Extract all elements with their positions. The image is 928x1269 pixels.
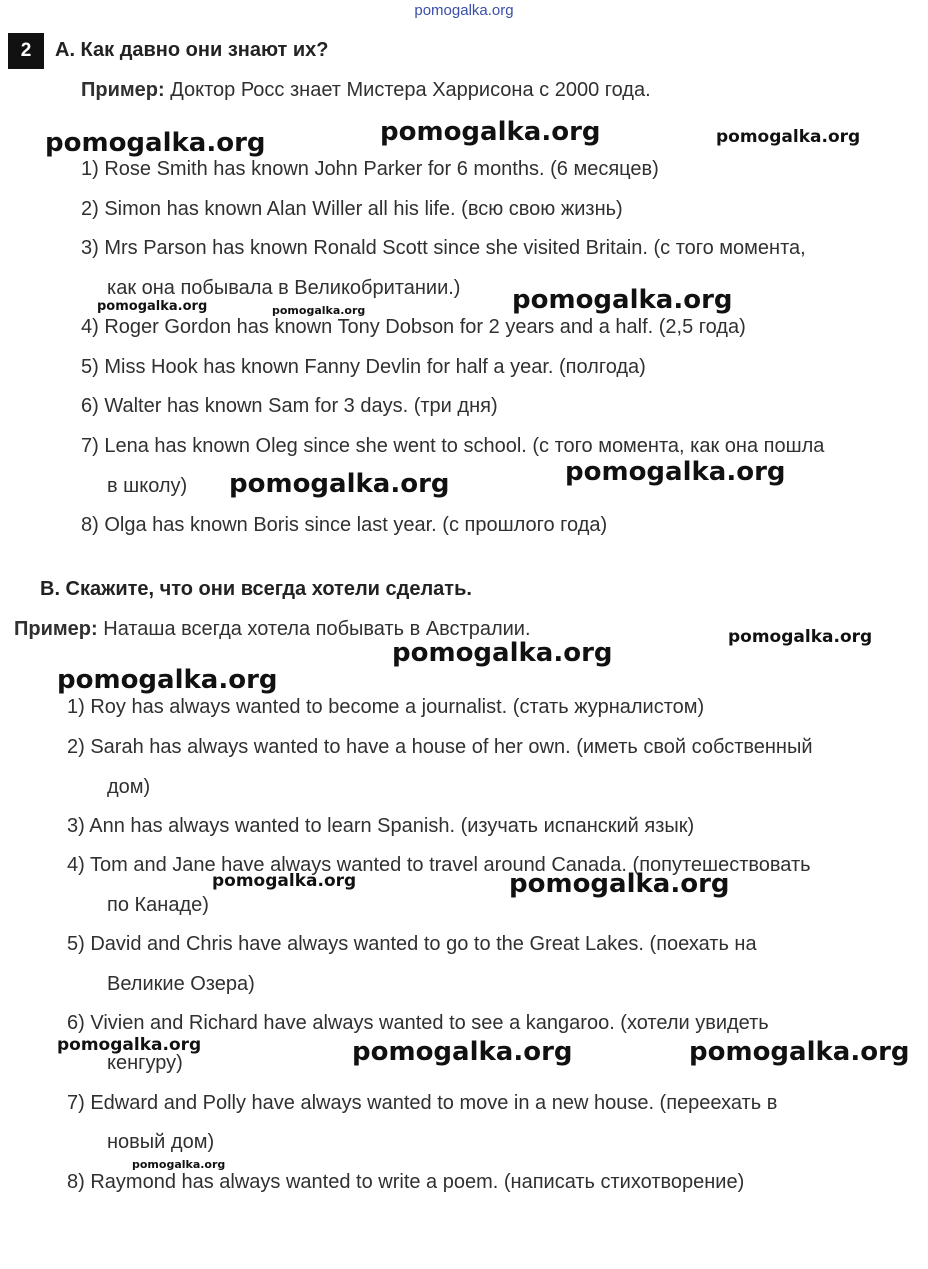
section-b-item-4: 4) Tom and Jane have always wanted to travel around Canada. (попутешествовать bbox=[67, 854, 811, 876]
watermark: pomogalka.org bbox=[380, 117, 601, 147]
watermark: pomogalka.org bbox=[57, 1035, 202, 1055]
section-b-item-7: 7) Edward and Polly have always wanted to move in a new house. (переехать в bbox=[67, 1092, 778, 1114]
section-b-item-4-cont: по Канаде) bbox=[107, 894, 209, 916]
exercise-number-badge: 2 bbox=[8, 33, 44, 69]
section-a-item-3: 3) Mrs Parson has known Ronald Scott since she visited Britain. (с того момента, bbox=[81, 237, 806, 259]
section-a-item-7-cont: в школу) bbox=[107, 475, 188, 497]
section-a-item-2: 2) Simon has known Alan Willer all his life. (всю свою жизнь) bbox=[81, 198, 623, 220]
section-b-item-2: 2) Sarah has always wanted to have a house of her own. (иметь свой собственный bbox=[67, 736, 813, 758]
section-b-item-6-cont: кенгуру) bbox=[107, 1052, 183, 1074]
example-label: Пример: bbox=[14, 618, 98, 640]
section-b-item-2-cont: дом) bbox=[107, 776, 151, 798]
section-b-item-6: 6) Vivien and Richard have always wanted to see a kangaroo. (хотели увидеть bbox=[67, 1012, 769, 1034]
watermark: pomogalka.org bbox=[57, 665, 278, 695]
section-a-item-3-cont: как она побывала в Великобритании.) bbox=[107, 277, 461, 299]
section-a-item-6: 6) Walter has known Sam for 3 days. (три дня) bbox=[81, 395, 498, 417]
section-b-heading: B. Скажите, что они всегда хотели сделать. bbox=[40, 578, 472, 600]
watermark: pomogalka.org bbox=[352, 1037, 573, 1067]
watermark: pomogalka.org bbox=[272, 304, 366, 317]
example-text: Наташа всегда хотела побывать в Австралии. bbox=[97, 618, 531, 640]
section-b-item-1: 1) Roy has always wanted to become a journalist. (стать журналистом) bbox=[67, 696, 705, 718]
section-a-item-1: 1) Rose Smith has known John Parker for 6 months. (6 месяцев) bbox=[81, 158, 659, 180]
section-b-item-8: 8) Raymond has always wanted to write a poem. (написать стихотворение) bbox=[67, 1171, 745, 1193]
example-text: Доктор Росс знает Мистера Харрисона с 2000 года. bbox=[164, 79, 651, 101]
watermark: pomogalka.org bbox=[132, 1158, 226, 1171]
section-b-item-5: 5) David and Chris have always wanted to go to the Great Lakes. (поехать на bbox=[67, 933, 757, 955]
section-a-item-8: 8) Olga has known Boris since last year. (с прошлого года) bbox=[81, 514, 608, 536]
watermark: pomogalka.org bbox=[229, 469, 450, 499]
watermark: pomogalka.org bbox=[97, 299, 208, 314]
watermark: pomogalka.org bbox=[716, 127, 861, 147]
top-watermark: pomogalka.org bbox=[414, 2, 514, 19]
section-a-heading: А. Как давно они знают их? bbox=[55, 39, 329, 61]
watermark: pomogalka.org bbox=[509, 869, 730, 899]
section-a-item-5: 5) Miss Hook has known Fanny Devlin for half a year. (полгода) bbox=[81, 356, 646, 378]
watermark: pomogalka.org bbox=[728, 627, 873, 647]
section-b-item-7-cont: новый дом) bbox=[107, 1131, 215, 1153]
watermark: pomogalka.org bbox=[689, 1037, 910, 1067]
section-b-item-3: 3) Ann has always wanted to learn Spanish. (изучать испанский язык) bbox=[67, 815, 695, 837]
section-a-item-4: 4) Roger Gordon has known Tony Dobson for 2 years and a half. (2,5 года) bbox=[81, 316, 746, 338]
watermark: pomogalka.org bbox=[45, 128, 266, 158]
section-a-example bbox=[81, 79, 651, 102]
example-label: Пример: bbox=[81, 79, 165, 101]
section-b-item-5-cont: Великие Озера) bbox=[107, 973, 255, 995]
watermark: pomogalka.org bbox=[392, 638, 613, 668]
watermark: pomogalka.org bbox=[512, 285, 733, 315]
watermark: pomogalka.org bbox=[212, 871, 357, 891]
section-a-item-7: 7) Lena has known Oleg since she went to school. (с того момента, как она пошла bbox=[81, 435, 825, 457]
watermark: pomogalka.org bbox=[565, 457, 786, 487]
